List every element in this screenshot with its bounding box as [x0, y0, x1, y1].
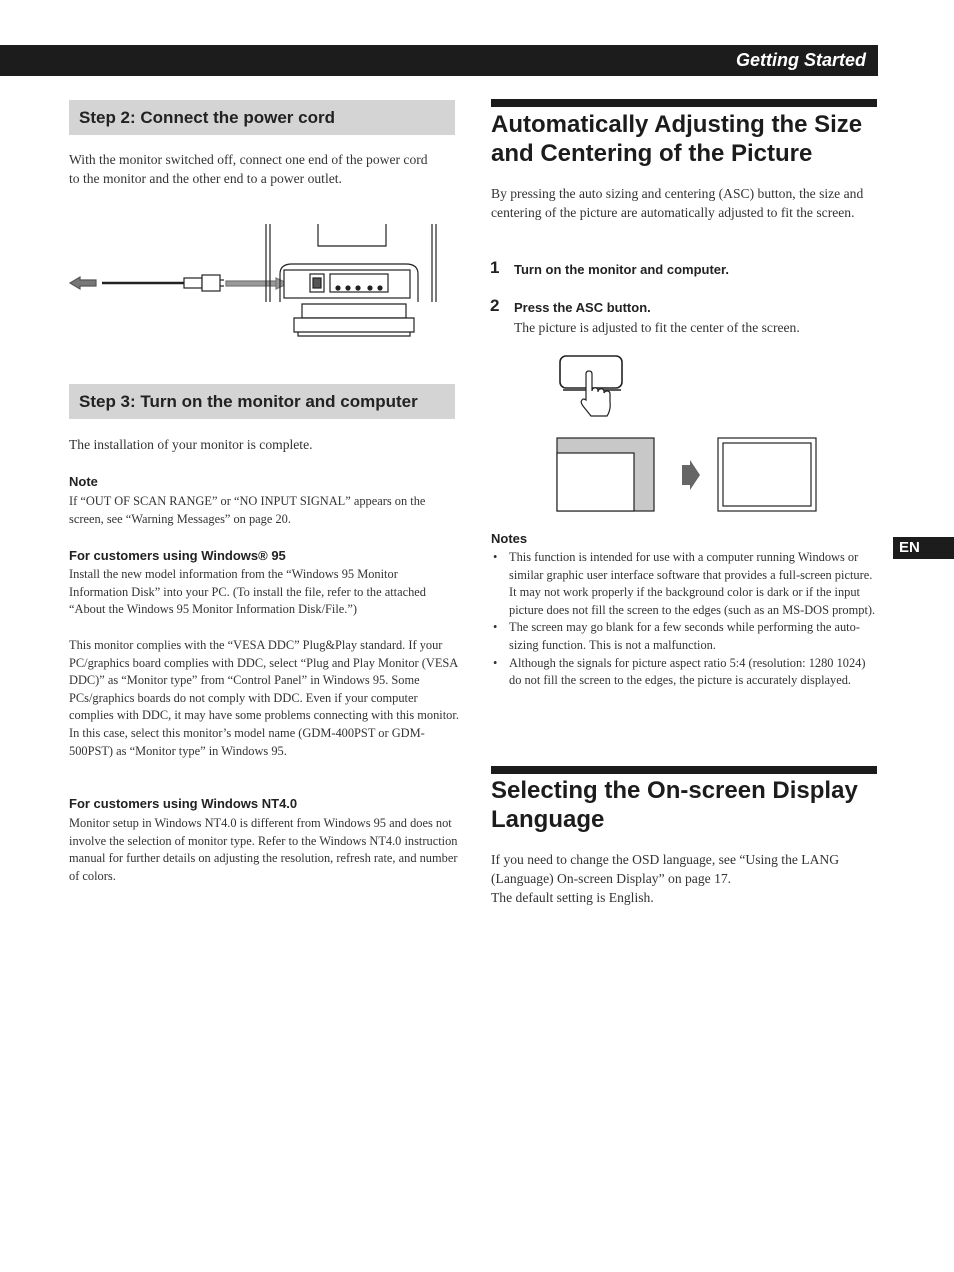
- step2-text: With the monitor switched off, connect one end of the power cord to the monitor and the other end to a power outlet.: [69, 152, 428, 186]
- nt40-heading: For customers using Windows NT4.0: [69, 796, 298, 811]
- notes-list: [491, 549, 877, 690]
- win95-paragraph-2: This monitor complies with the “VESA DDC” Plug&Play standard. If your PC/graphics board complies with DDC, select “Plug and Play Monitor (VESA DDC)” as “Monitor type” from “Control Panel” in Windows 95. Some PCs/graphics boards do not comply with DDC. Even if your computer complies with DDC, it may have some problems connecting with this monitor. In this case, select this monitor’s model name (GDM-400PST or GDM-500PST) as “Monitor type” in Windows 95.: [69, 638, 459, 758]
- notes-item: • Although the signals for picture aspect ratio 5:4 (resolution: 1280 1024) do not fill the screen to the edges, the picture is accurately displayed.: [491, 655, 877, 690]
- asc-title: Automatically Adjusting the Size and Centering of the Picture: [491, 111, 863, 167]
- step2-heading: Step 2: Connect the power cord: [69, 100, 455, 135]
- notes-heading: Notes: [491, 531, 528, 546]
- win95-paragraph-1: Install the new model information from the “Windows 95 Monitor Information Disk” into your PC. (To install the file, refer to the attached “About the Windows 95 Monitor Information Disk/File.”): [69, 567, 426, 617]
- asc-button-press-illustration: [555, 352, 635, 422]
- section-rule: [491, 766, 877, 774]
- step3-text: The installation of your monitor is complete.: [69, 437, 313, 452]
- step-detail-2: The picture is adjusted to fit the center of the screen.: [514, 320, 800, 335]
- step-label-2: Press the ASC button.: [514, 300, 651, 315]
- osd-title: Selecting the On-screen Display Language: [491, 777, 858, 833]
- language-tab: EN: [893, 537, 954, 559]
- nt40-text: Monitor setup in Windows NT4.0 is different from Windows 95 and does not involve the selection of monitor type. Refer to the Windows NT4.0 instruction manual for further details on adjusting the resolution, refresh rate, and number of colors.: [69, 816, 458, 883]
- osd-paragraph-2: The default setting is English.: [491, 890, 654, 905]
- section-rule: [491, 99, 877, 107]
- step3-heading: Step 3: Turn on the monitor and computer: [69, 384, 455, 419]
- step-number-2: 2: [490, 296, 500, 315]
- notes-item: • The screen may go blank for a few seconds while performing the auto-sizing function. This is not a malfunction.: [491, 619, 877, 654]
- header-bar: [0, 45, 878, 76]
- note-text: If “OUT OF SCAN RANGE” or “NO INPUT SIGNAL” appears on the screen, see “Warning Messages” on page 20.: [69, 494, 426, 526]
- step-label-1: Turn on the monitor and computer.: [514, 262, 729, 277]
- osd-paragraph-1: If you need to change the OSD language, see “Using the LANG (Language) On-screen Display” on page 17.: [491, 852, 840, 886]
- step-number-1: 1: [490, 258, 500, 277]
- power-cord-illustration: [66, 222, 446, 340]
- notes-item: • This function is intended for use with a computer running Windows or similar graphic user interface software that provides a full-screen picture. It may not work properly if the background color is dark or if the input picture does not fill the screen to the edges (such as an MS-DOS prompt).: [491, 549, 877, 619]
- section-title: Getting Started: [735, 50, 866, 70]
- asc-before-after-illustration: [556, 437, 818, 513]
- win95-heading: For customers using Windows® 95: [69, 548, 286, 563]
- asc-intro: By pressing the auto sizing and centering (ASC) button, the size and centering of the picture are automatically adjusted to fit the screen.: [491, 186, 864, 220]
- note-heading: Note: [69, 474, 98, 489]
